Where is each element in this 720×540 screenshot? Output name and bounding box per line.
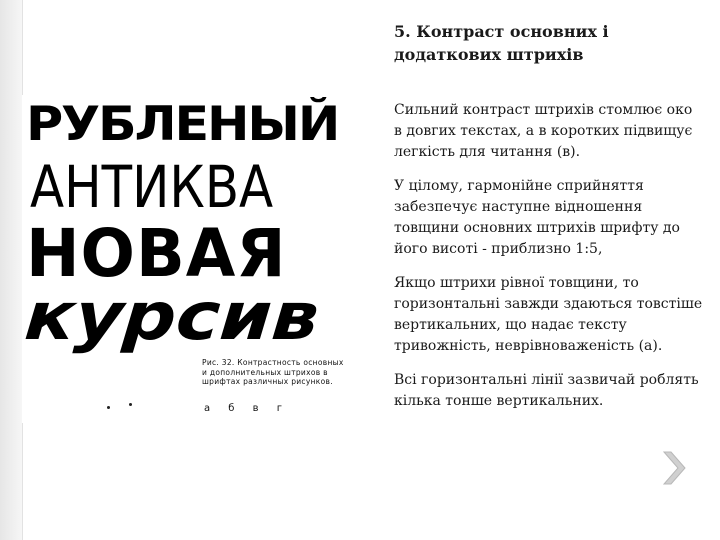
figure-word-antikva: АНТИКВА (30, 153, 274, 221)
figure-word-novaya: НОВАЯ (26, 215, 287, 292)
figure-variant-letters: а б в г (204, 403, 282, 414)
body-paragraph: У цілому, гармонійне сприйняття забезпечує наступне відношення товщини основних штрихів шрифту до його висоті - приблизно 1:5, (394, 178, 680, 257)
slide-body (394, 100, 704, 425)
figure-caption: Рис. 32. Контрастность основных и дополнительных штрихов в шрифтах различных рисунков. (202, 358, 344, 386)
figure-dot (129, 403, 132, 406)
chevron-right-icon[interactable] (657, 448, 697, 488)
body-paragraph: Всі горизонтальні лінії зазвичай роблять кілька тонше вертикальних. (394, 372, 699, 409)
body-paragraph: Сильний контраст штрихів стомлює око в довгих текстах, а в коротких підвищує легкість для читання (в). (394, 102, 693, 160)
figure-word-rubleny: РУБЛЕНЫЙ (26, 97, 339, 152)
slide-title: 5. Контраст основних і додаткових штрихів (394, 22, 609, 64)
typeface-contrast-figure (22, 95, 394, 423)
left-decorative-strip (0, 0, 22, 540)
figure-word-kursiv: курсив (22, 278, 322, 355)
figure-dot (107, 406, 110, 409)
body-paragraph: Якщо штрихи рівної товщини, то горизонтальні завжди здаються товстіше вертикальних, що надає тексту тривожність, неврівноваженість (а). (394, 275, 703, 354)
